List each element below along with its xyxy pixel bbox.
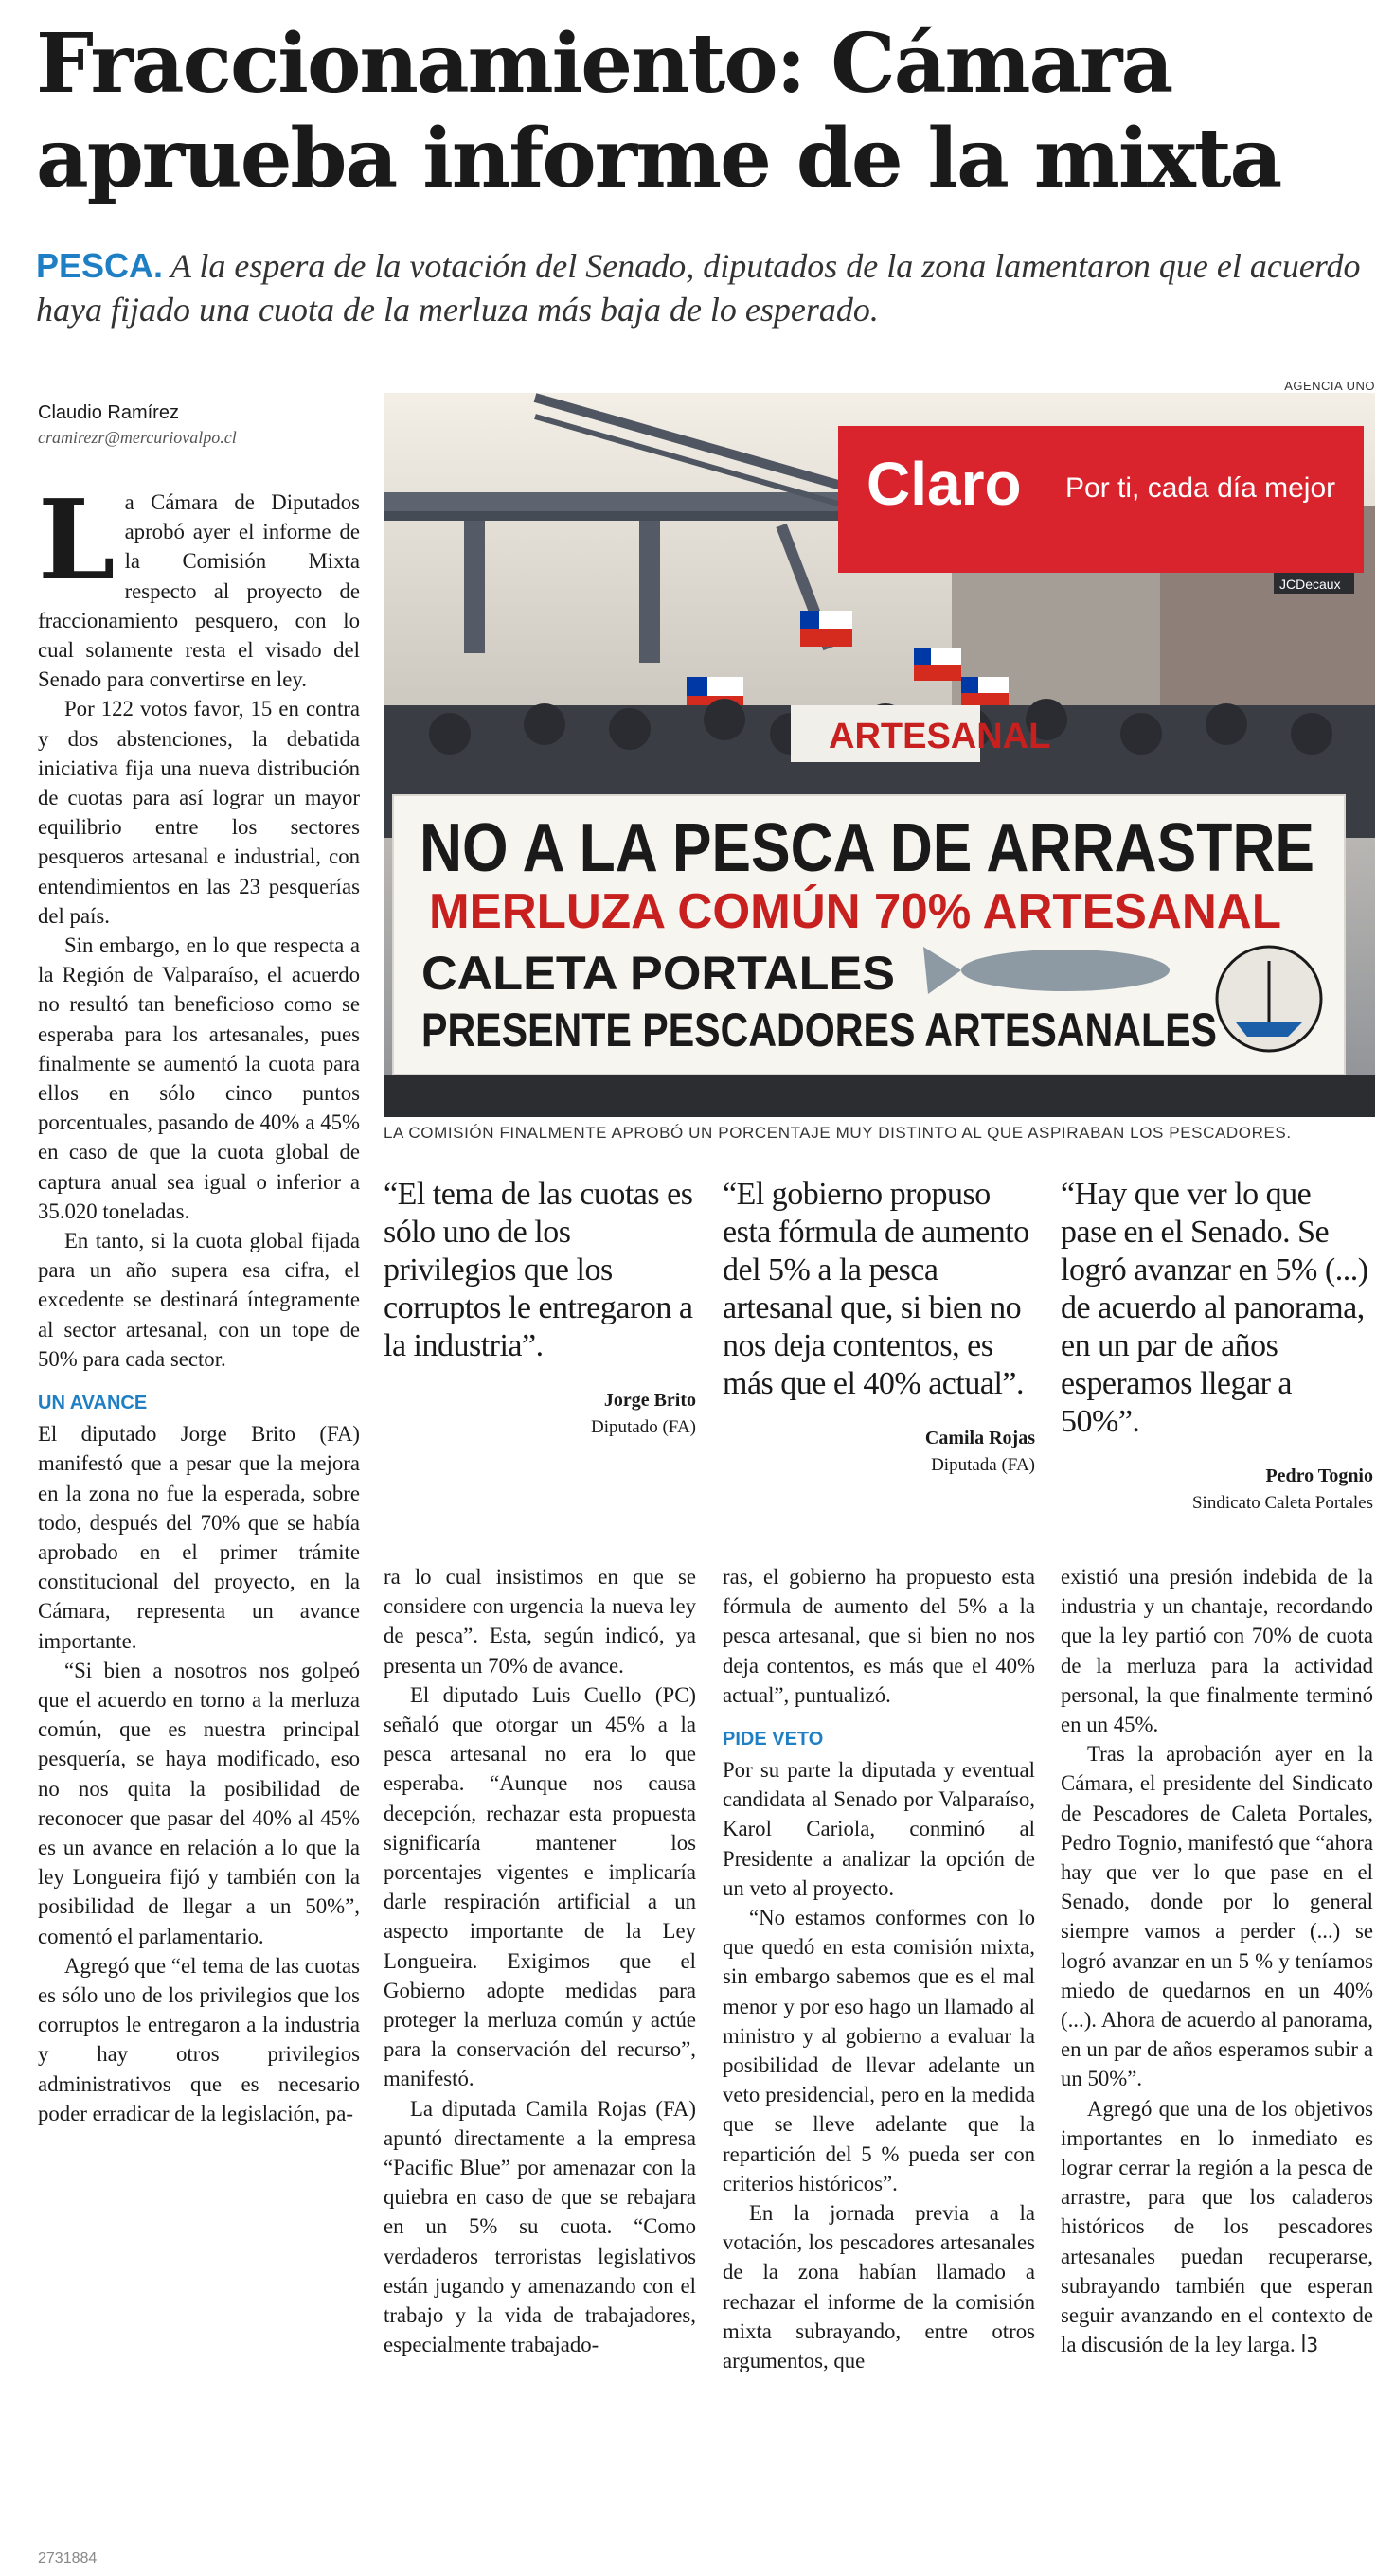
paragraph: Agregó que “el tema de las cuotas es sólo uno de los privilegios que los corruptos le entregaron a la industria y hay otros privilegios administrativos que es necesario poder erradicar de la legislación, pa- [38,1953,360,2125]
paragraph: Agregó que una de los objetivos importantes en lo inmediato es lograr cerrar la región a la pesca de arrastre, para que los caladeros históricos de los pescadores artesanales puedan recuperarse, subrayando también que esperan seguir avanzando en el contexto de la discusión de la ley larga. ꟾ3 [1061,2096,1373,2357]
subhead-un-avance: UN AVANCE [38,1393,148,1414]
paragraph: existió una presión indebida de la industria y un chantaje, recordando que la ley partió con 70% de cuota de la merluza para la actividad personal, la que finalmente terminó en un 45%. [1061,1565,1373,1737]
paragraph: Por 122 votos favor, 15 en contra y dos abstenciones, la debatida iniciativa fija una nueva distribución de cuotas para así lograr un mayor equilibrio entre los sectores pesqueros artesanal e industrial, con entendimientos en las 23 pesquerías del país. [38,697,360,928]
quote-author: Camila Rojas [924,1428,1035,1448]
paragraph: La Cámara de Diputados aprobó ayer el informe de la Comisión Mixta respecto al proyecto de fraccionamiento pesquero, con lo cual solamente resta el visado del Senado para convertirse en ley. [38,476,360,692]
paragraph: El diputado Jorge Brito (FA) manifestó que a pesar que la mejora en la zona no fue la esperada, sobre todo, después del 70% que se había aprobado en el primer trámite constitucional del proyecto, en la Cámara, representa un avance importante. [38,1422,360,1653]
pull-quote-tognio [1061,1176,1373,1514]
banner-line-4: PRESENTE PESCADORES ARTESANALES [421,1004,1217,1057]
body-column-4 [1061,1562,1373,2360]
byline [38,402,360,448]
paragraph: En la jornada previa a la votación, los pescadores artesanales de la zona habían llamado a rechazar el informe de la comisión mixta subrayando, entre otros argumentos, que [723,2201,1035,2373]
author-name: Claudio Ramírez [38,402,179,423]
pull-quote-rojas [723,1176,1035,1476]
protest-photo-illustration [384,393,1375,1117]
paragraph: Tras la aprobación ayer en la Cámara, el presidente del Sindicato de Pescadores de Caleta Portales, Pedro Tognio, manifestó que “ahora hay que ver lo que pase en el Senado, donde por lo general siempre vamos a perder (...) se logró avanzar en un 5 % y teníamos miedo de quedarnos en un 40% (...). Ahora de acuerdo al panorama, en un par de años esperamos subir a un 50%”. [1061,1742,1373,2091]
quote-text: “El gobierno propuso esta fórmula de aumento del 5% a la pesca artesanal que, si bien no nos deja contentos, es más que el 40% actual”. [723,1177,1029,1401]
author-email[interactable]: cramirezr@mercuriovalpo.cl [38,428,237,447]
quote-author: Jorge Brito [603,1390,696,1411]
paragraph: Sin embargo, en lo que respecta a la Región de Valparaíso, el acuerdo no resultó tan beneficioso como se esperaba para los artesanales, pues finalmente se aumentó la cuota para ellos en sólo cinco puntos porcentuales, pasando de 40% a 45% en caso de que la cuota global de captura anual sea igual o inferior a 35.020 toneladas. [38,933,360,1223]
billboard-slogan: Por ti, cada día mejor [1065,472,1336,504]
quote-text: “Hay que ver lo que pase en el Senado. Se logró avanzar en 5% (...) de acuerdo al panorama, en un par de años esperamos llegar a 50%”. [1061,1177,1368,1439]
quote-role: Diputada (FA) [931,1455,1035,1475]
billboard-brand: Claro [867,450,1022,518]
body-column-3 [723,1562,1035,2375]
banner-line-3: CALETA PORTALES [421,947,895,1000]
headline: Fraccionamiento: Cámara aprueba informe de la mixta [36,16,1281,206]
deck [36,244,1362,331]
photo-caption: LA COMISIÓN FINALMENTE APROBÓ UN PORCENTAJE MUY DISTINTO AL QUE ASPIRABAN LOS PESCADORES. [384,1124,1292,1142]
deck-tag: PESCA. [36,246,164,285]
drop-cap: L [38,476,116,605]
quote-role: Diputado (FA) [591,1417,696,1437]
quote-role: Sindicato Caleta Portales [1191,1493,1373,1513]
rear-banner: ARTESANAL [829,717,1051,756]
paragraph: En tanto, si la cuota global fijada para un año supera esa cifra, el excedente se destinará íntegramente al sector artesanal, con un tope de 50% para cada sector. [38,1229,360,1371]
paragraph: La diputada Camila Rojas (FA) apuntó directamente a la empresa “Pacific Blue” por amenazar con la quiebra en caso de que se rebajara en un 5% su cuota. “Como verdaderos terroristas legislativos están jugando y amenazando con el trabajo y la vida de trabajadores, especialmente trabajado- [384,2096,696,2357]
subhead-pide-veto: PIDE VETO [723,1729,824,1750]
fish-icon [961,950,1170,991]
end-mark-icon: ꟾ3 [1300,2334,1319,2357]
photo-credit: AGENCIA UNO [1284,379,1375,393]
pull-quote-brito [384,1176,696,1438]
paragraph: El diputado Luis Cuello (PC) señaló que otorgar un 45% a la pesca artesanal no era lo que esperaba. “Aunque nos causa decepción, rechazar esta propuesta significaría mantener los porcentajes vigentes e implicaría darle respiración artificial a un aspecto importante de la Ley Longueira. Exigimos que el Gobierno adopte medidas para proteger la merluza común y actúe para la conservación del recurso”, manifestó. [384,1682,696,2091]
quote-text: “El tema de las cuotas es sólo uno de los privilegios que los corruptos le entregaron a la industria”. [384,1177,693,1363]
banner-line-2: MERLUZA COMÚN 70% ARTESANAL [429,884,1281,939]
paragraph: ra lo cual insistimos en que se considere con urgencia la nueva ley de pesca”. Esta, según indicó, ya presenta un 70% de avance. [384,1565,696,1678]
paragraph: ras, el gobierno ha propuesto esta fórmula de aumento del 5% a la pesca artesanal, que si bien no nos deja contentos, es más que el 40% actual”, puntualizó. [723,1565,1035,1707]
page-id: 2731884 [38,2550,98,2567]
paragraph: “No estamos conformes con lo que quedó en esta comisión mixta, sin embargo sabemos que es el mal menor y por eso hago un llamado al ministro y al gobierno a evaluar la posibilidad de llevar adelante un veto presidencial, pero en la medida que se lleve adelante que la repartición del 5 % pueda ser con criterios históricos”. [723,1906,1035,2195]
body-column-1 [38,476,360,2128]
deck-text: A la espera de la votación del Senado, diputados de la zona lamentaron que el acuerdo haya fijado una cuota de la merluza más baja de lo esperado. [36,247,1361,329]
billboard-owner: JCDecaux [1279,577,1341,592]
banner-line-1: NO A LA PESCA DE ARRASTRE [420,810,1314,886]
protest-photo [384,393,1375,1117]
body-column-2 [384,1562,696,2359]
quote-author: Pedro Tognio [1265,1466,1373,1486]
paragraph: “Si bien a nosotros nos golpeó que el acuerdo en torno a la merluza común, que es nuestra principal pesquería, se haya modificado, eso no nos quita la posibilidad de reconocer que pasar del 40% al 45% es un avance en relación a lo que la ley Longueira fijó y también con la posibilidad de llegar a un 50%”, comentó el parlamentario. [38,1658,360,1948]
paragraph: Por su parte la diputada y eventual candidata al Senado por Valparaíso, Karol Cariola, conminó al Presidente a analizar la opción de un veto al proyecto. [723,1758,1035,1900]
